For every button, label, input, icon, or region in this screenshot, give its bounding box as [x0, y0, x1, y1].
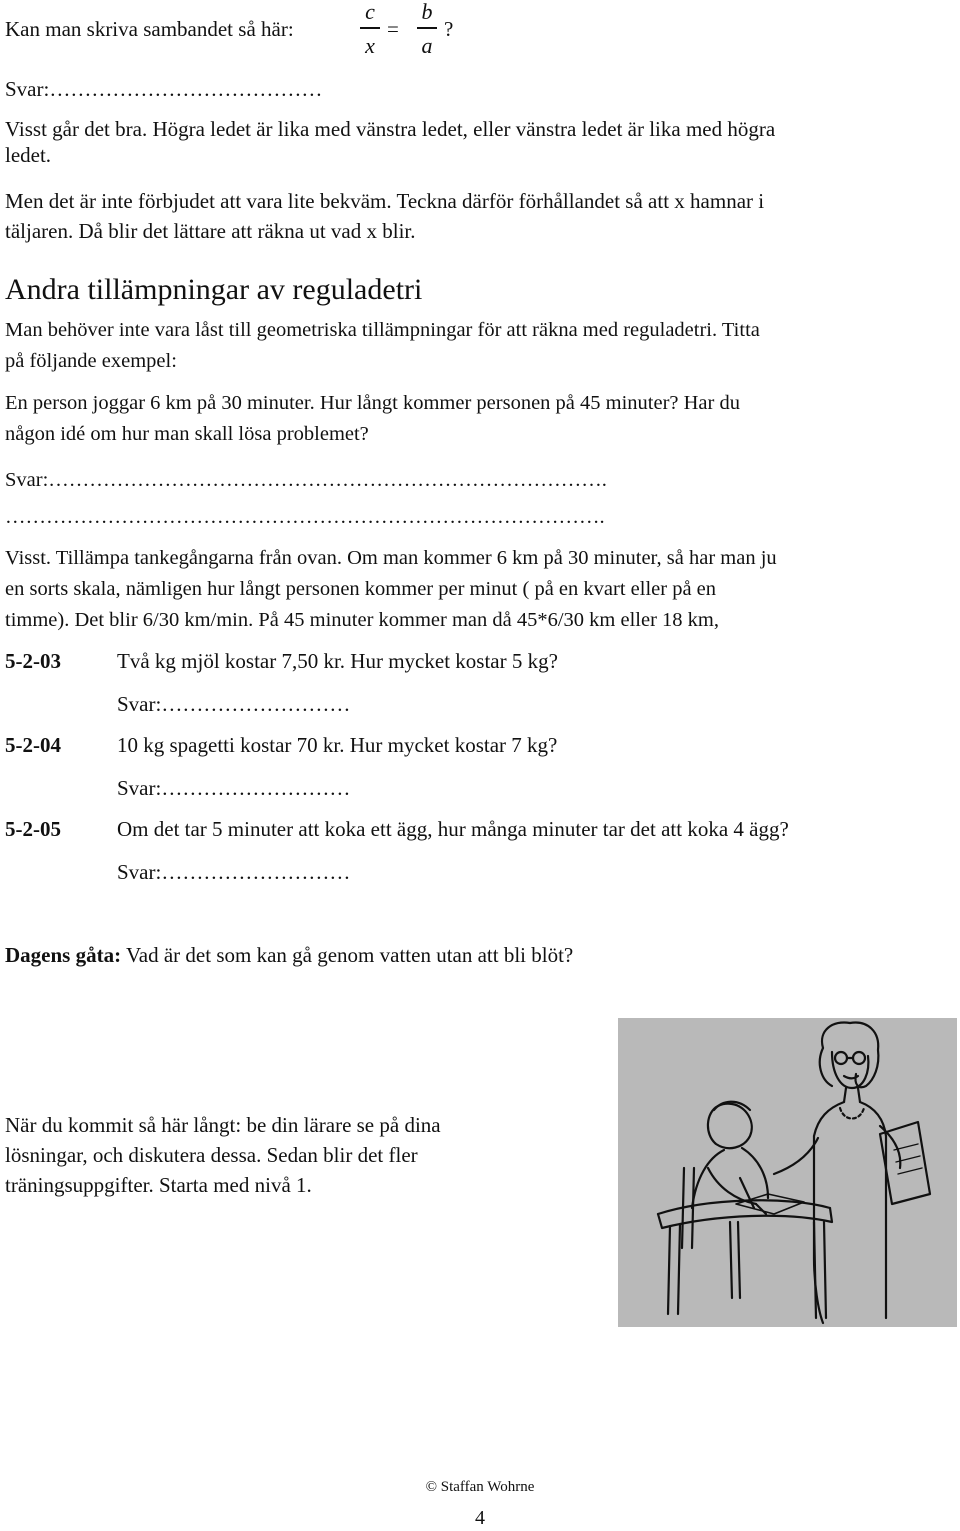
- equals-sign: =: [387, 17, 399, 41]
- text-line: Visst går det bra. Högra ledet är lika med vänstra ledet, eller vänstra ledet är lika med högra: [5, 117, 776, 141]
- text-line: träningsuppgifter. Starta med nivå 1.: [5, 1173, 312, 1197]
- answer-line: …………………………………………………………………………….: [5, 506, 605, 528]
- text-line: En person joggar 6 km på 30 minuter. Hur långt kommer personen på 45 minuter? Har du: [5, 392, 740, 414]
- copyright: © Staffan Wohrne: [425, 1479, 535, 1495]
- exercise-text: 10 kg spagetti kostar 70 kr. Hur mycket kostar 7 kg?: [117, 733, 558, 757]
- text-line: täljaren. Då blir det lättare att räkna ut vad x blir.: [5, 219, 416, 243]
- text-line: på följande exempel:: [5, 350, 177, 372]
- explanation-paragraph: [5, 186, 764, 246]
- solution-text: [5, 543, 777, 636]
- exercise-number: 5-2-04: [5, 733, 61, 757]
- closing-paragraph: [5, 1110, 441, 1200]
- answer-line: Svar:……………………………………………………………………….: [5, 469, 607, 491]
- text-line: ledet.: [5, 143, 52, 167]
- section-heading: Andra tillämpningar av reguladetri: [5, 273, 423, 306]
- question-mark: ?: [444, 17, 454, 41]
- text-line: någon idé om hur man skall lösa problemet?: [5, 423, 369, 445]
- fraction-bar: [417, 27, 437, 29]
- answer-line: Svar:………………………: [117, 860, 351, 884]
- exercise-text: Om det tar 5 minuter att koka ett ägg, hur många minuter tar det att koka 4 ägg?: [117, 817, 789, 841]
- explanation-paragraph: [5, 116, 775, 168]
- fraction-numerator: b: [421, 0, 433, 24]
- section-intro: [5, 315, 760, 377]
- answer-line: Svar:………………………: [117, 692, 351, 716]
- text-line: en sorts skala, nämligen hur långt personen kommer per minut ( på en kvart eller på en: [5, 578, 717, 600]
- answer-line: Svar:…………………………………: [5, 77, 323, 101]
- teacher-student-drawing: [618, 1018, 957, 1327]
- page-number: 4: [475, 1507, 485, 1529]
- text-line: Visst. Tillämpa tankegångarna från ovan. Om man kommer 6 km på 30 minuter, så har man ju: [5, 547, 777, 569]
- fraction-denominator: a: [421, 33, 433, 58]
- text-line: När du kommit så här långt: be din lärare se på dina: [5, 1113, 441, 1137]
- text-line: lösningar, och diskutera dessa. Sedan blir det fler: [5, 1143, 418, 1167]
- fraction-bar: [360, 27, 380, 29]
- fraction-numerator: c: [365, 0, 375, 24]
- daily-riddle: [5, 942, 573, 968]
- exercise-number: 5-2-05: [5, 817, 61, 841]
- question-prefix: Kan man skriva sambandet så här:: [5, 17, 294, 41]
- exercise-number: 5-2-03: [5, 649, 61, 673]
- fraction-denominator: x: [365, 33, 375, 58]
- text-line: Men det är inte förbjudet att vara lite bekväm. Teckna därför förhållandet så att x hamnar i: [5, 189, 765, 213]
- text-line: timme). Det blir 6/30 km/min. På 45 minuter kommer man då 45*6/30 km eller 18 km,: [5, 609, 719, 631]
- example-text: [5, 388, 740, 450]
- answer-lines: [5, 462, 607, 536]
- riddle-text: Vad är det som kan gå genom vatten utan att bli blöt?: [121, 943, 574, 967]
- riddle-label: Dagens gåta:: [5, 943, 122, 967]
- teacher-student-illustration: [618, 1018, 957, 1327]
- answer-line: Svar:………………………: [117, 776, 351, 800]
- exercise-text: Två kg mjöl kostar 7,50 kr. Hur mycket kostar 5 kg?: [117, 649, 558, 673]
- text-line: Man behöver inte vara låst till geometriska tillämpningar för att räkna med reguladetri. Titta: [5, 319, 760, 341]
